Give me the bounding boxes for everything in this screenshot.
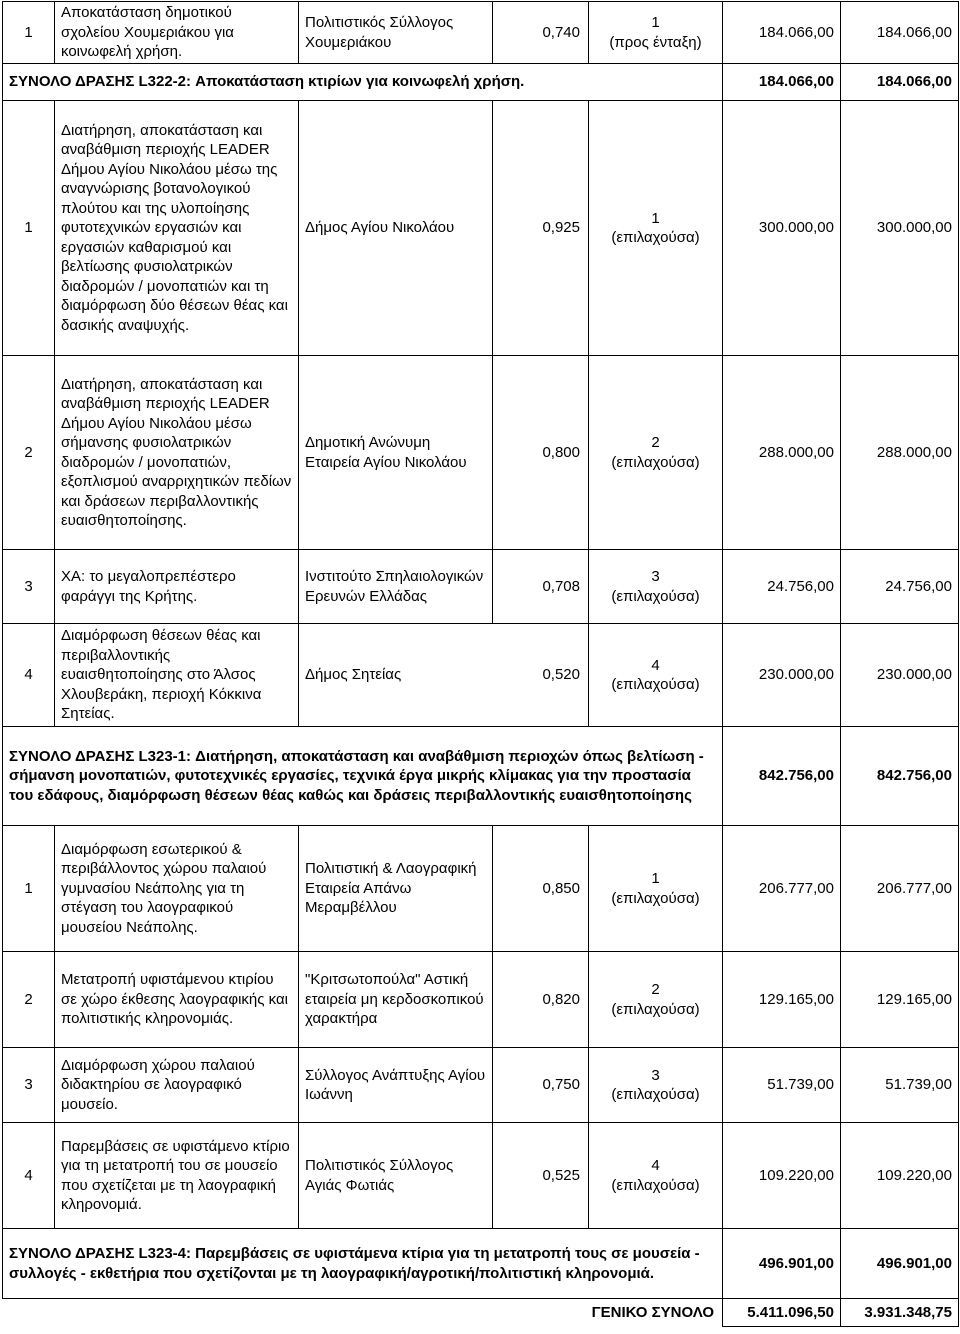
score: 0,708 — [493, 550, 589, 624]
grand-total-spacer — [3, 1299, 493, 1327]
public-expense-amount: 109.220,00 — [841, 1123, 959, 1229]
rank-note: (επιλαχούσα) — [611, 889, 700, 907]
row-number: 3 — [3, 550, 55, 624]
rank-number: 1 — [651, 14, 660, 31]
table-row — [3, 826, 959, 952]
public-expense-amount: 230.000,00 — [841, 624, 959, 727]
budget-amount: 24.756,00 — [723, 550, 841, 624]
rank-number: 1 — [651, 209, 660, 227]
table-row — [3, 550, 959, 624]
grand-total-public-amount: 3.931.348,75 — [841, 1299, 959, 1327]
total-row — [3, 64, 959, 101]
row-number: 4 — [3, 624, 55, 727]
beneficiary: Ινστιτούτο Σπηλαιολογικών Ερευνών Ελλάδας — [299, 550, 493, 624]
public-expense-amount: 184.066,00 — [841, 2, 959, 64]
action-total-amount: 842.756,00 — [723, 727, 841, 826]
table-row — [3, 624, 959, 727]
project-description: Διαμόρφωση θέσεων θέας και περιβαλλοντικής ευαισθητοποίησης στο Άλσος Χλουβεράκη, περιοχή Κόκκινα Σητείας. — [55, 624, 299, 727]
beneficiary: Πολιτιστικός Σύλλογος Χουμεριάκου — [299, 2, 493, 64]
total-row — [3, 1229, 959, 1299]
rank-number: 3 — [651, 568, 660, 585]
grand-total-row — [3, 1299, 959, 1327]
table-row — [3, 952, 959, 1048]
table-row — [3, 1123, 959, 1229]
rank — [589, 952, 723, 1048]
action-total-amount: 496.901,00 — [723, 1229, 841, 1299]
row-number: 2 — [3, 356, 55, 550]
project-description: Παρεμβάσεις σε υφιστάμενο κτίριο για τη μετατροπή του σε μουσείο που σχετίζεται με τη λαογραφική κληρονομιά. — [55, 1123, 299, 1229]
beneficiary: Δήμος Αγίου Νικολάου — [299, 101, 493, 356]
project-description: Διατήρηση, αποκατάσταση και αναβάθμιση περιοχής LEADER Δήμου Αγίου Νικολάου μέσω σήμανσης φυσιολατρικών διαδρομών / μονοπατιών, εξοπλισμού αναρριχητικών πεδίων και δράσεων περιβαλλοντικής ευαισθητοποίησης. — [55, 356, 299, 550]
beneficiary: Πολιτιστικός Σύλλογος Αγιάς Φωτιάς — [299, 1123, 493, 1229]
rank-number: 4 — [651, 656, 660, 674]
rank-note: (προς ένταξη) — [609, 33, 702, 51]
action-total-label: ΣΥΝΟΛΟ ΔΡΑΣΗΣ L323-1: Διατήρηση, αποκατάσταση και αναβάθμιση περιοχών όπως βελτίωση - σήμανση μονοπατιών, φυτοτεχνικές εργασίες, τεχνικά έργα μικρής κλίμακας για την προστασία του εδάφους, διαμόρφωση θέσεων θέας καθώς και δράσεις περιβαλλοντικής ευαισθητοποίησης — [3, 727, 723, 826]
rank — [589, 826, 723, 952]
rank-note: (επιλαχούσα) — [611, 453, 700, 471]
project-description: Αποκατάσταση δημοτικού σχολείου Χουμεριάκου για κοινωφελή χρήση. — [55, 2, 299, 64]
table-row — [3, 356, 959, 550]
project-description: Μετατροπή υφιστάμενου κτιρίου σε χώρο έκθεσης λαογραφικής και πολιτιστικής κληρονομιάς. — [55, 952, 299, 1048]
budget-amount: 129.165,00 — [723, 952, 841, 1048]
row-number: 3 — [3, 1048, 55, 1123]
public-expense-amount: 288.000,00 — [841, 356, 959, 550]
rank-number: 3 — [651, 1066, 660, 1084]
action-total-public-amount: 184.066,00 — [841, 64, 959, 101]
budget-amount: 184.066,00 — [723, 2, 841, 64]
beneficiary: Σύλλογος Ανάπτυξης Αγίου Ιωάννη — [299, 1048, 493, 1123]
table-row — [3, 1048, 959, 1123]
score: 0,850 — [493, 826, 589, 952]
score: 0,820 — [493, 952, 589, 1048]
score: 0,520 — [493, 624, 589, 727]
row-number: 4 — [3, 1123, 55, 1229]
public-expense-amount: 24.756,00 — [841, 550, 959, 624]
score: 0,740 — [493, 2, 589, 64]
budget-amount: 230.000,00 — [723, 624, 841, 727]
rank — [589, 1123, 723, 1229]
score: 0,925 — [493, 101, 589, 356]
budget-amount: 109.220,00 — [723, 1123, 841, 1229]
grand-total-label: ΓΕΝΙΚΟ ΣΥΝΟΛΟ — [493, 1299, 723, 1327]
table-row — [3, 2, 959, 64]
action-total-public-amount: 496.901,00 — [841, 1229, 959, 1299]
rank-note: (επιλαχούσα) — [611, 676, 700, 693]
rank — [589, 2, 723, 64]
row-number: 1 — [3, 826, 55, 952]
row-number: 2 — [3, 952, 55, 1048]
action-total-label: ΣΥΝΟΛΟ ΔΡΑΣΗΣ L323-4: Παρεμβάσεις σε υφιστάμενα κτίρια για τη μετατροπή τους σε μουσεία - συλλογές - εκθετήρια που σχετίζονται με τη λαογραφική/αγροτική/πολιτιστική κληρονομιά. — [3, 1229, 723, 1299]
project-description: Διαμόρφωση χώρου παλαιού διδακτηρίου σε λαογραφικό μουσείο. — [55, 1048, 299, 1123]
rank — [589, 356, 723, 550]
total-row — [3, 727, 959, 826]
budget-amount: 300.000,00 — [723, 101, 841, 356]
public-expense-amount: 206.777,00 — [841, 826, 959, 952]
row-number: 1 — [3, 2, 55, 64]
action-total-label: ΣΥΝΟΛΟ ΔΡΑΣΗΣ L322-2: Αποκατάσταση κτιρίων για κοινωφελή χρήση. — [3, 64, 723, 101]
grand-total-amount: 5.411.096,50 — [723, 1299, 841, 1327]
rank-number: 2 — [651, 981, 660, 998]
rank — [589, 1048, 723, 1123]
public-expense-amount: 300.000,00 — [841, 101, 959, 356]
budget-amount: 51.739,00 — [723, 1048, 841, 1123]
score: 0,750 — [493, 1048, 589, 1123]
row-number: 1 — [3, 101, 55, 356]
public-expense-amount: 129.165,00 — [841, 952, 959, 1048]
rank-number: 1 — [651, 870, 660, 887]
rank-note: (επιλαχούσα) — [611, 1086, 700, 1103]
rank-number: 2 — [651, 434, 660, 451]
budget-amount: 206.777,00 — [723, 826, 841, 952]
public-expense-amount: 51.739,00 — [841, 1048, 959, 1123]
beneficiary: Πολιτιστική & Λαογραφική Εταιρεία Απάνω Μεραμβέλλου — [299, 826, 493, 952]
rank-note: (επιλαχούσα) — [611, 229, 700, 246]
rank — [589, 624, 723, 727]
action-total-amount: 184.066,00 — [723, 64, 841, 101]
beneficiary: "Κριτσωτοπούλα" Αστική εταιρεία μη κερδοσκοπικού χαρακτήρα — [299, 952, 493, 1048]
beneficiary: Δημοτική Ανώνυμη Εταιρεία Αγίου Νικολάου — [299, 356, 493, 550]
rank — [589, 550, 723, 624]
action-total-public-amount: 842.756,00 — [841, 727, 959, 826]
projects-table — [2, 1, 959, 1327]
rank — [589, 101, 723, 356]
score: 0,800 — [493, 356, 589, 550]
rank-note: (επιλαχούσα) — [611, 1176, 700, 1194]
budget-amount: 288.000,00 — [723, 356, 841, 550]
rank-note: (επιλαχούσα) — [611, 1000, 700, 1018]
table-row — [3, 101, 959, 356]
project-description: ΧΑ: το μεγαλοπρεπέστερο φαράγγι της Κρήτης. — [55, 550, 299, 624]
score: 0,525 — [493, 1123, 589, 1229]
project-description: Διατήρηση, αποκατάσταση και αναβάθμιση περιοχής LEADER Δήμου Αγίου Νικολάου μέσω της αναγνώρισης βοτανολογικού πλούτου και της υλοποίησης φυτοτεχνικών εργασιών και εργασιών καθαρισμού και βελτίωσης φυσιολατρικών διαδρομών / μονοπατιών και τη διαμόρφωση δύο θέσεων θέας και δασικής αναψυχής. — [55, 101, 299, 356]
beneficiary: Δήμος Σητείας — [299, 624, 493, 727]
project-description: Διαμόρφωση εσωτερικού & περιβάλλοντος χώρου παλαιού γυμνασίου Νεάπολης για τη στέγαση του λαογραφικού μουσείου Νεάπολης. — [55, 826, 299, 952]
rank-note: (επιλαχούσα) — [611, 587, 700, 605]
rank-number: 4 — [651, 1157, 660, 1174]
